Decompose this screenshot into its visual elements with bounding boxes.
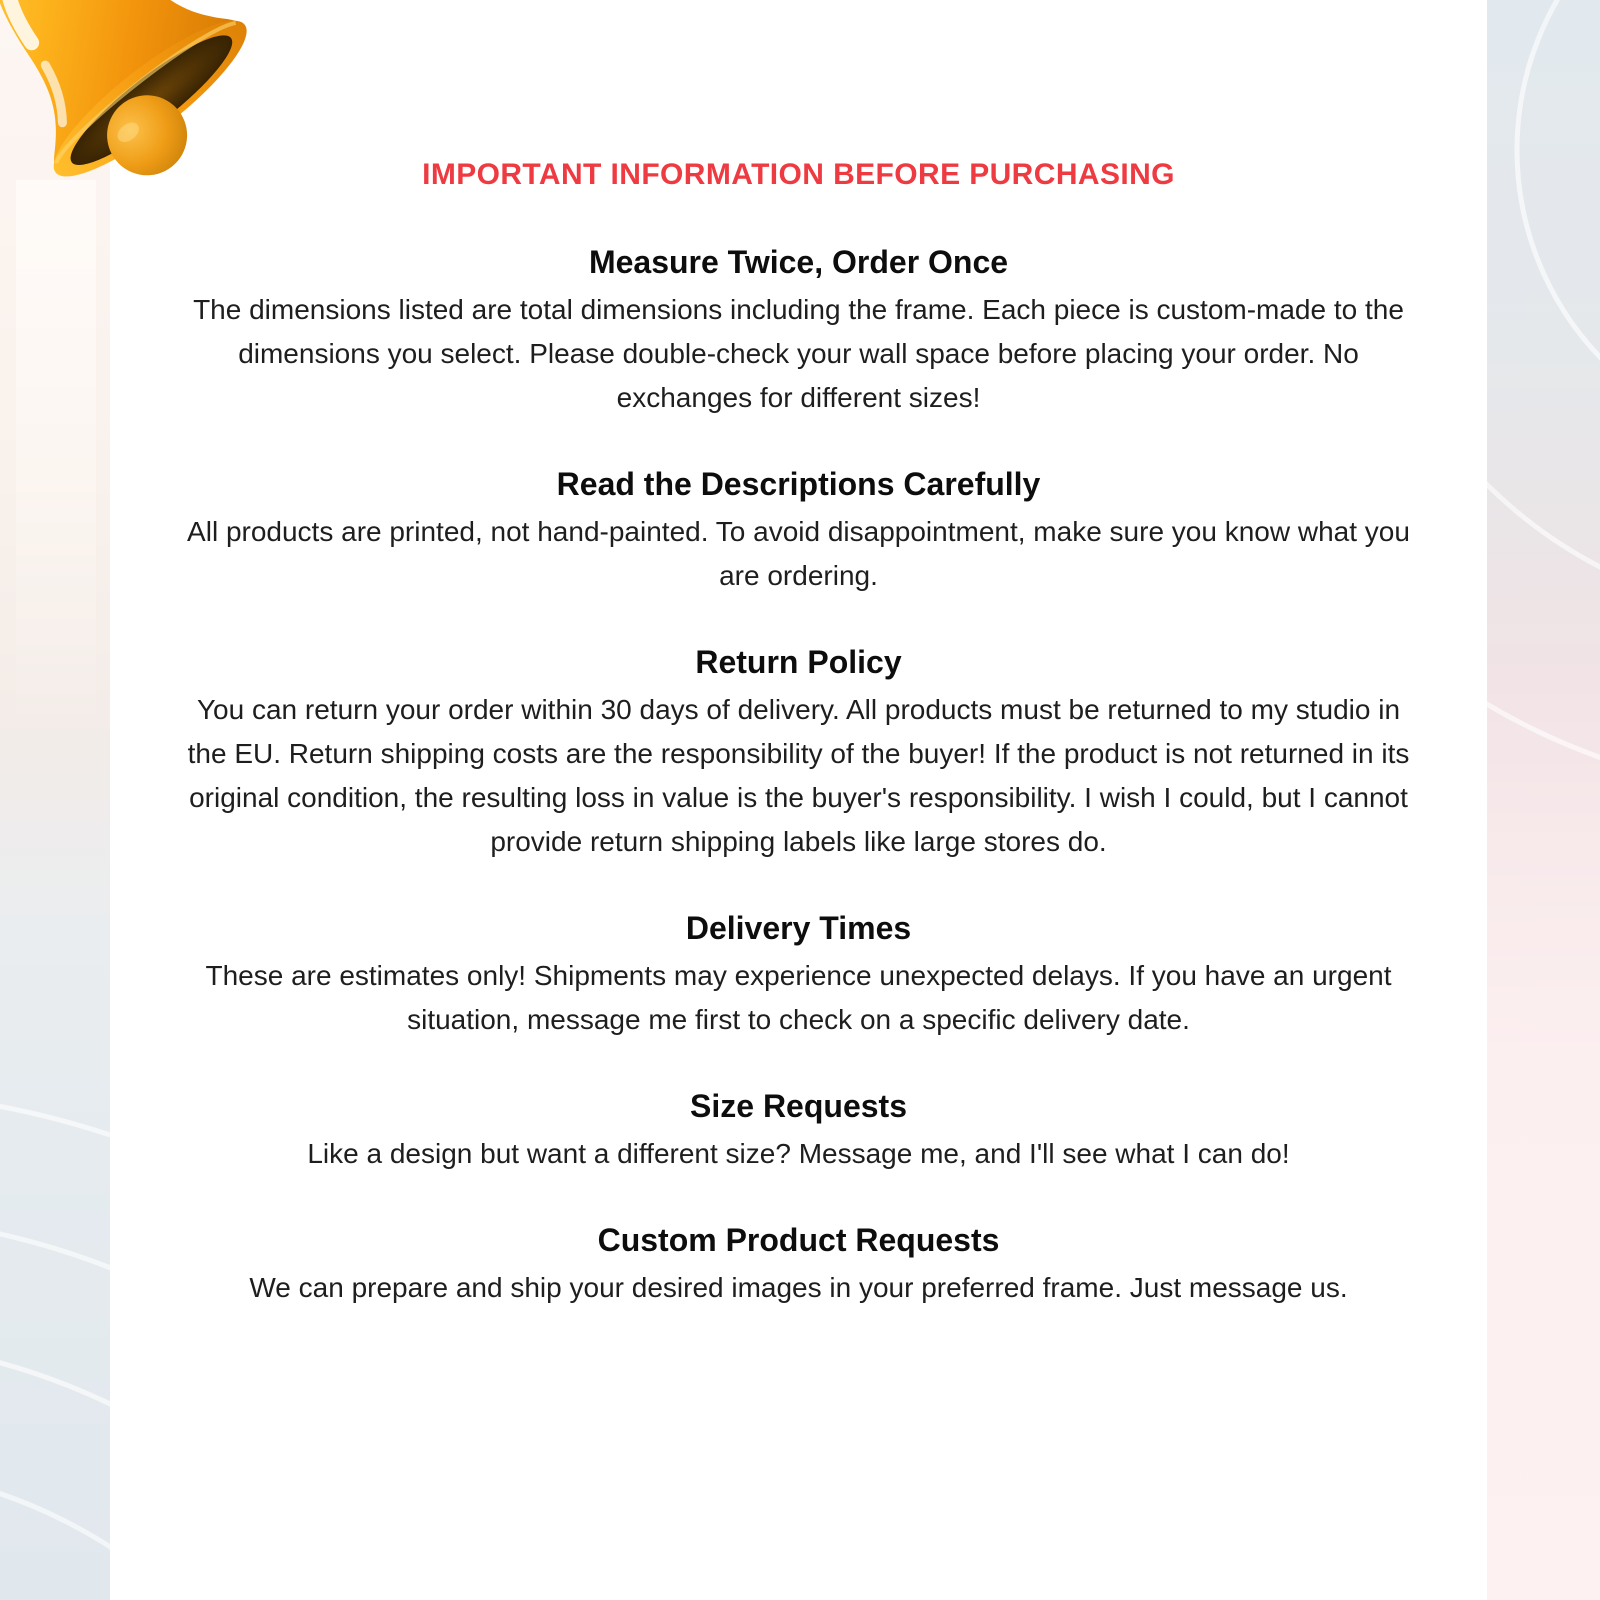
section-heading: Delivery Times	[685, 910, 912, 946]
section-body: The dimensions listed are total dimensions including the frame. Each piece is custom-made to the dimensions you select. Please double-check your wall space before placing your order. No exchanges for different sizes!	[193, 294, 1404, 413]
right-band-arc-lines	[1487, 0, 1600, 1600]
section-body: These are estimates only! Shipments may experience unexpected delays. If you have an urgent situation, message me first to check on a specific delivery date.	[205, 960, 1392, 1035]
section-measure-twice	[110, 246, 1487, 420]
section-body: We can prepare and ship your desired images in your preferred frame. Just message us.	[249, 1272, 1348, 1303]
left-gradient-band	[0, 0, 110, 1600]
section-read-descriptions	[110, 468, 1487, 598]
section-body: Like a design but want a different size? Message me, and I'll see what I can do!	[307, 1138, 1290, 1169]
right-gradient-band	[1487, 0, 1600, 1600]
section-heading: Return Policy	[695, 644, 902, 680]
section-body: All products are printed, not hand-painted. To avoid disappointment, make sure you know what you are ordering.	[187, 516, 1410, 591]
section-heading: Read the Descriptions Carefully	[556, 466, 1041, 502]
section-heading: Custom Product Requests	[597, 1222, 1000, 1258]
section-custom-requests	[110, 1224, 1487, 1310]
section-return-policy	[110, 646, 1487, 864]
section-heading: Measure Twice, Order Once	[588, 244, 1009, 280]
left-band-arc-lines	[0, 0, 110, 1600]
section-delivery-times	[110, 912, 1487, 1042]
page-title: IMPORTANT INFORMATION BEFORE PURCHASING	[422, 158, 1175, 191]
section-heading: Size Requests	[690, 1088, 907, 1124]
info-content	[110, 0, 1487, 1358]
section-size-requests	[110, 1090, 1487, 1176]
section-body: You can return your order within 30 days of delivery. All products must be returned to my studio in the EU. Return shipping costs are the responsibility of the buyer! If the product is not returned in its original condition, the resulting loss in value is the buyer's responsibility. I wish I could, but I cannot provide return shipping labels like large stores do.	[187, 694, 1410, 857]
